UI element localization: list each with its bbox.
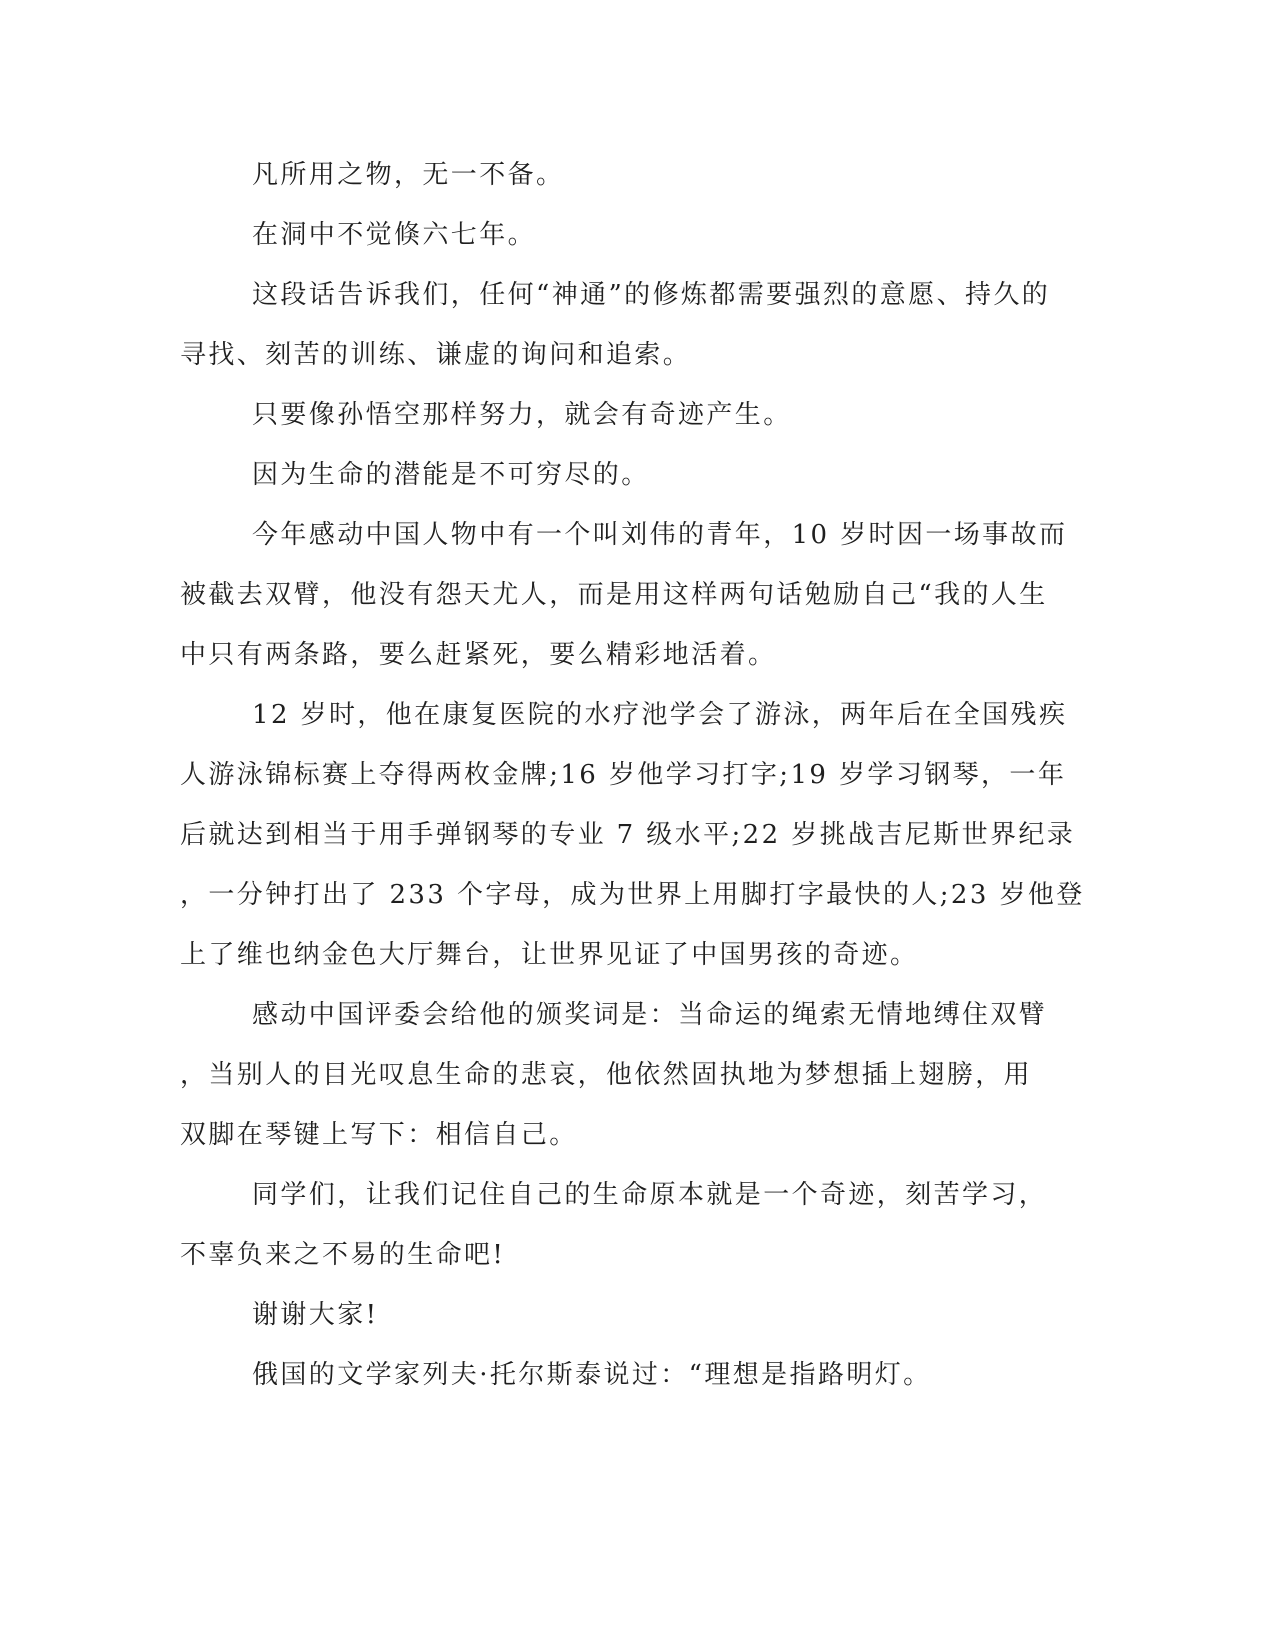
text-line: 谢谢大家! (252, 1300, 379, 1330)
text-line: 双脚在琴键上写下：相信自己。 (180, 1120, 578, 1150)
text-line: ，一分钟打出了 233 个字母，成为世界上用脚打字最快的人;23 岁他登 (180, 880, 1085, 910)
text-line: 在洞中不觉倏六七年。 (252, 220, 537, 250)
text-line: 12 岁时，他在康复医院的水疗池学会了游泳，两年后在全国残疾 (252, 700, 1068, 730)
text-line: 感动中国评委会给他的颁奖词是：当命运的绳索无情地缚住双臂 (252, 1000, 1048, 1030)
text-line: 不辜负来之不易的生命吧! (180, 1240, 506, 1270)
text-line: 人游泳锦标赛上夺得两枚金牌;16 岁他学习打字;19 岁学习钢琴，一年 (180, 760, 1067, 790)
text-line: 俄国的文学家列夫·托尔斯泰说过：“理想是指路明灯。 (252, 1360, 932, 1390)
text-line: 今年感动中国人物中有一个叫刘伟的青年，10 岁时因一场事故而 (252, 520, 1068, 550)
text-line: 只要像孙悟空那样努力，就会有奇迹产生。 (252, 400, 792, 430)
text-line: ，当别人的目光叹息生命的悲哀，他依然固执地为梦想插上翅膀，用 (180, 1060, 1033, 1090)
text-line: 上了维也纳金色大厅舞台，让世界见证了中国男孩的奇迹。 (180, 940, 919, 970)
text-line: 凡所用之物，无一不备。 (252, 160, 565, 190)
text-line: 寻找、刻苦的训练、谦虚的询问和追索。 (180, 340, 692, 370)
text-line: 被截去双臂，他没有怨天尤人，而是用这样两句话勉励自己“我的人生 (180, 580, 1048, 610)
text-line: 中只有两条路，要么赶紧死，要么精彩地活着。 (180, 640, 777, 670)
text-line: 这段话告诉我们，任何“神通”的修炼都需要强烈的意愿、持久的 (252, 280, 1051, 310)
text-line: 因为生命的潜能是不可穷尽的。 (252, 460, 650, 490)
text-line: 后就达到相当于用手弹钢琴的专业 7 级水平;22 岁挑战吉尼斯世界纪录 (180, 820, 1076, 850)
text-line: 同学们，让我们记住自己的生命原本就是一个奇迹，刻苦学习， (252, 1180, 1048, 1210)
